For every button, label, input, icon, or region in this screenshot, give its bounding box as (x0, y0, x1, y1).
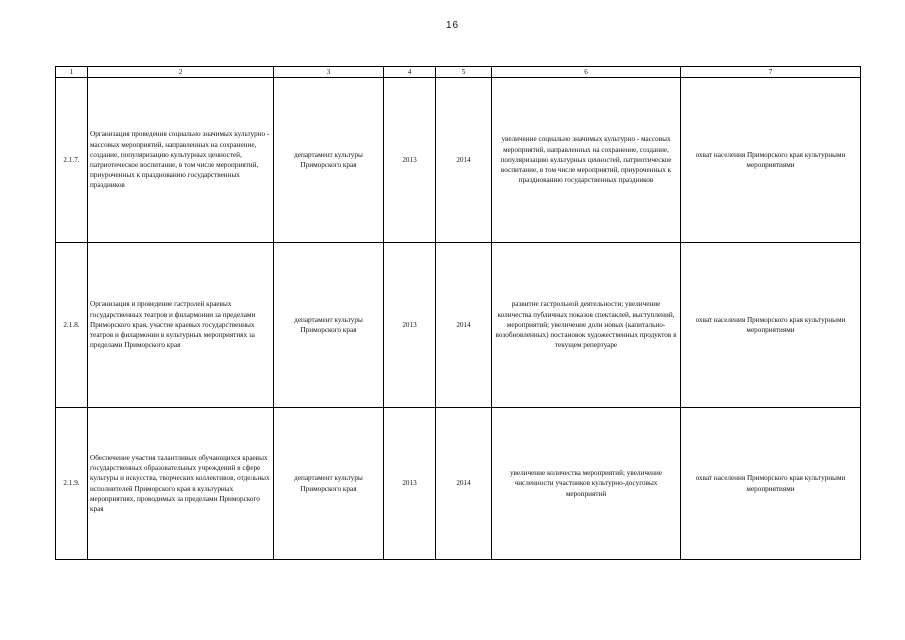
table-row (56, 408, 861, 560)
expected-result: увеличение количества мероприятий; увеличение численности участников культурно-досуговых мероприятий (492, 408, 681, 560)
indicator: охват населения Приморского края культурными мероприятиями (681, 408, 861, 560)
table-row (56, 243, 861, 408)
page-number: 16 (445, 20, 460, 31)
start-year: 2013 (384, 78, 436, 243)
column-header: 3 (274, 67, 384, 78)
column-header: 4 (384, 67, 436, 78)
table-header-row (56, 67, 861, 78)
activity-name: Обеспечение участия талантливых обучающихся краевых государственных образовательных учреждений в сфере культуры и искусства, творческих коллективов, отдельных исполнителей Приморского края в культурных мероприятиях, проводимых за пределами Приморского края (88, 408, 274, 560)
start-year: 2013 (384, 408, 436, 560)
executor: департамент культуры Приморского края (274, 78, 384, 243)
activities-table (55, 66, 861, 560)
indicator: охват населения Приморского края культурными мероприятиями (681, 78, 861, 243)
expected-result: развитие гастрольной деятельности; увеличение количества публичных показов спектаклей, выступлений, мероприятий; увеличение доли новых (капитально-возобновленных) постановок художественных продуктов в текущем репертуаре (492, 243, 681, 408)
column-header: 6 (492, 67, 681, 78)
expected-result: увеличение социально значимых культурно - массовых мероприятий, направленных на сохранение, создание, популяризацию культурных ценностей, патриотическое воспитание, в том числе мероприятий, приуроченных к празднованию государственных праздников (492, 78, 681, 243)
activity-name: Организация проведения социально значимых культурно - массовых мероприятий, направленных на сохранение, создание, популяризацию культурных ценностей, патриотическое воспитание, в том числе мероприятий, приуроченных к празднованию государственных праздников (88, 78, 274, 243)
indicator: охват населения Приморского края культурными мероприятиями (681, 243, 861, 408)
activity-name: Организация и проведение гастролей краевых государственных театров и филармонии за пределами Приморского края, участие краевых государственных театров и филармонии в культурных мероприятиях за пределами Приморского края (88, 243, 274, 408)
column-header: 1 (56, 67, 88, 78)
table-row (56, 78, 861, 243)
item-number: 2.1.9. (56, 408, 88, 560)
column-header: 7 (681, 67, 861, 78)
executor: департамент культуры Приморского края (274, 408, 384, 560)
start-year: 2013 (384, 243, 436, 408)
end-year: 2014 (436, 78, 492, 243)
end-year: 2014 (436, 243, 492, 408)
item-number: 2.1.7. (56, 78, 88, 243)
item-number: 2.1.8. (56, 243, 88, 408)
column-header: 5 (436, 67, 492, 78)
executor: департамент культуры Приморского края (274, 243, 384, 408)
end-year: 2014 (436, 408, 492, 560)
column-header: 2 (88, 67, 274, 78)
